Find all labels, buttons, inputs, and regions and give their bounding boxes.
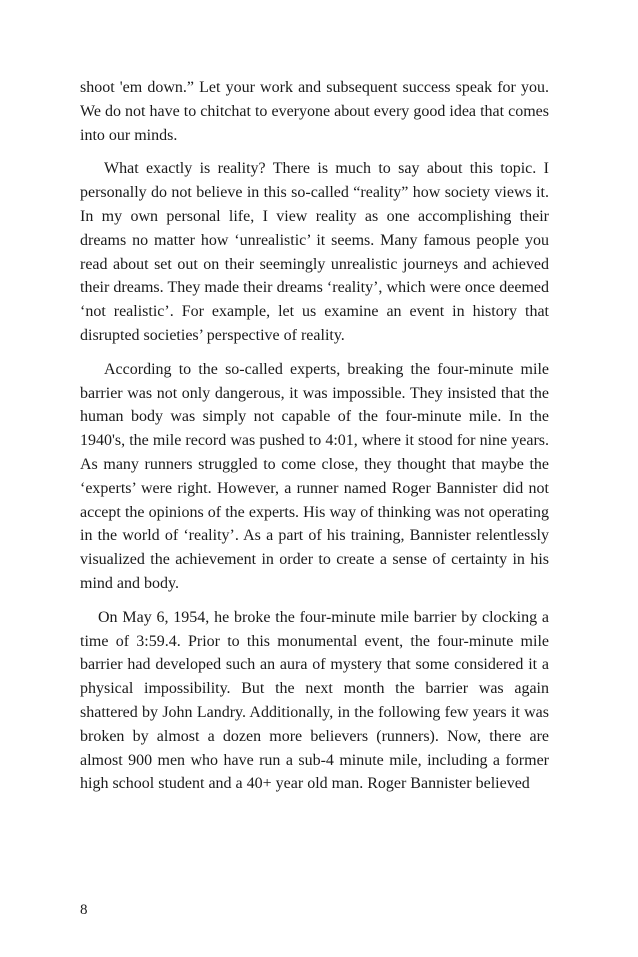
page-body — [80, 76, 549, 806]
paragraph-bannister: On May 6, 1954, he broke the four-minute mile barrier by clocking a time of 3:59.4. Prior to this monumental event, the four-minute mile barrier had developed such an aura of mystery that some considered it a physical impossibility. But the next month the barrier was again shattered by John Landry. Additionally, in the following few years it was broken by almost a dozen more believers (runners). Now, there are almost 900 men who have run a sub-4 minute mile, including a former high school student and a 40+ year old man. Roger Bannister believed — [80, 608, 549, 793]
paragraph-experts: According to the so-called experts, breaking the four-minute mile barrier was not only dangerous, it was impossible. They insisted that the human body was simply not capable of the four-minute mile. In the 1940's, the mile record was pushed to 4:01, where it stood for nine years. As many runners struggled to come close, they thought that maybe the ‘experts’ were right. However, a runner named Roger Bannister did not accept the opinions of the experts. His way of thinking was not operating in the world of ‘reality’. As a part of his training, Bannister relentlessly visualized the achievement in order to create a sense of certainty in his mind and body. — [80, 360, 549, 592]
paragraph-continuation: shoot 'em down.” Let your work and subsequent success speak for you. We do not have to chitchat to everyone about every good idea that comes into our minds. — [80, 79, 549, 144]
paragraph-reality: What exactly is reality? There is much to say about this topic. I personally do not believe in this so-called “reality” how society views it. In my own personal life, I view reality as one accomplishing their dreams no matter how ‘unrealistic’ it seems. Many famous people you read about set out on their seemingly unrealistic journeys and achieved their dreams. They made their dreams ‘reality’, which were once deemed ‘not realistic’. For example, let us examine an event in history that disrupted societies’ perspective of reality. — [80, 160, 549, 344]
page-number: 8 — [80, 902, 88, 918]
